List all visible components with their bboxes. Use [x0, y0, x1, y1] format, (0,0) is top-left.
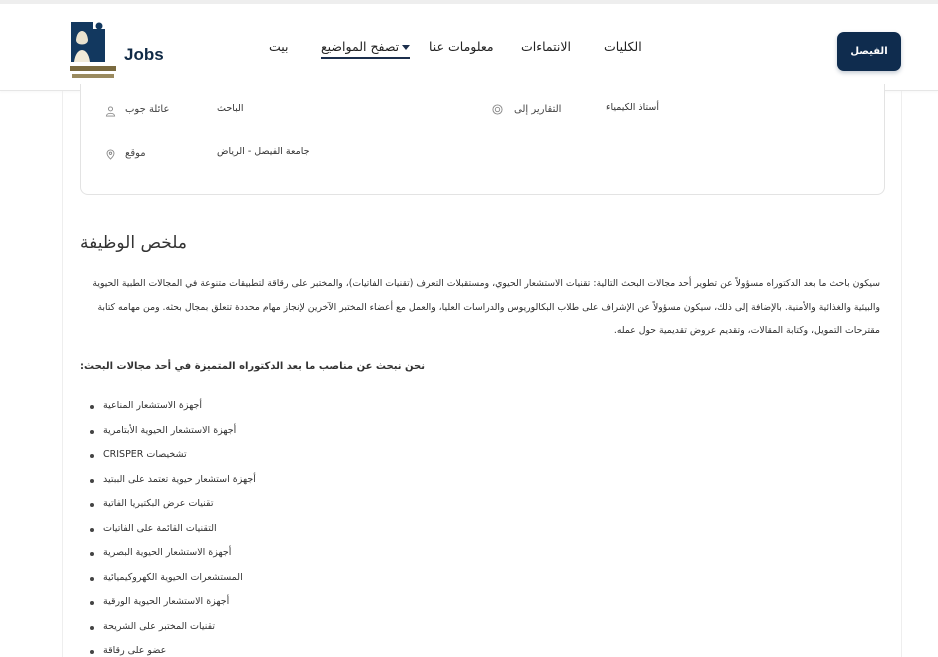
bullet-icon	[90, 650, 94, 654]
job-family-value: الباحث	[217, 103, 244, 114]
bullet-icon	[90, 601, 94, 605]
nav-about[interactable]: معلومات عنا	[429, 39, 494, 54]
location-pin-icon	[105, 149, 116, 160]
nav-affiliations[interactable]: الانتماءات	[521, 39, 572, 54]
main-nav	[0, 39, 938, 61]
reports-to-label: التقارير إلى	[514, 104, 562, 115]
bullet-icon	[90, 503, 94, 507]
nav-home[interactable]: بيت	[269, 39, 289, 54]
bullet-icon	[90, 405, 94, 409]
job-summary-paragraph: سيكون باحث ما بعد الدكتوراه مسؤولاً عن تطوير أحد مجالات البحث التالية: تقنيات الاستشعار الحيوي، ومستقبلات التعرف (تقنيات الفاتيات)، والمختبر على رقاقة لتطبيقات متنوعة في المجالات الطبية الحيوية والبيئية والغذائية والأمنية. بالإضافة إلى ذلك، سيكون مسؤولاً عن الإشراف على طلاب البكالوريوس والدراسات العليا، والعمل مع أعضاء المختبر الآخرين لإنجاز مهام محددة تتعلق بمجال بحثه. ومن مهامه كتابة مقترحات التمويل، وكتابة المقالات، وتقديم عروض تقديمية حول عمله.	[92, 278, 880, 336]
job-family-label: عائلة جوب	[125, 104, 170, 115]
bullet-icon	[90, 626, 94, 630]
nav-browse-topics[interactable]	[321, 39, 410, 59]
job-details-card	[80, 84, 885, 195]
reports-to-icon	[492, 104, 503, 115]
research-areas-heading: نحن نبحث عن مناصب ما بعد الدكتوراه المتميزة في أحد مجالات البحث:	[80, 361, 425, 372]
location-value: جامعة الفيصل - الرياض	[217, 146, 310, 157]
bullet-icon	[90, 577, 94, 581]
bullet-icon	[90, 430, 94, 434]
bullet-icon	[90, 454, 94, 458]
bullet-icon	[90, 479, 94, 483]
nav-colleges[interactable]: الكليات	[604, 39, 642, 54]
job-summary-title: ملخص الوظيفة	[80, 233, 187, 253]
nav-browse-topics-label: تصفح المواضيع	[321, 39, 400, 54]
reports-to-value: أستاذ الكيمياء	[606, 102, 659, 113]
chevron-down-icon	[402, 45, 410, 50]
site-header	[0, 0, 938, 91]
location-label: موقع	[125, 148, 146, 159]
user-group-icon	[105, 106, 116, 117]
jobs-logo-text[interactable]: Jobs	[124, 45, 164, 64]
bullet-icon	[90, 528, 94, 532]
alfaisal-button[interactable]: الفيصل	[837, 32, 901, 71]
bullet-icon	[90, 552, 94, 556]
